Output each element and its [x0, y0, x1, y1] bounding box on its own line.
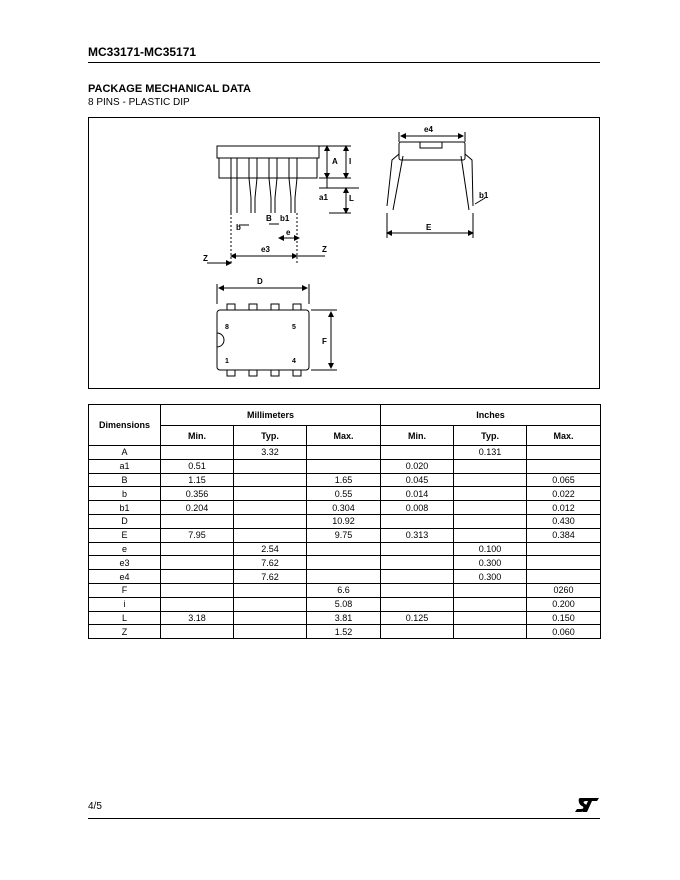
value-cell: 0.304 — [307, 501, 381, 515]
value-cell: 7.95 — [161, 528, 234, 542]
value-cell — [307, 446, 381, 460]
dim-label-D: D — [257, 277, 263, 286]
dimension-name-cell: L — [89, 611, 161, 625]
table-row — [89, 625, 601, 639]
value-cell: 0.313 — [381, 528, 454, 542]
value-cell — [234, 501, 307, 515]
value-cell — [307, 459, 381, 473]
table-row — [89, 446, 601, 460]
value-cell — [381, 542, 454, 556]
subheader-4: Typ. — [454, 426, 527, 446]
value-cell — [527, 542, 601, 556]
value-cell: 9.75 — [307, 528, 381, 542]
subheader-2: Max. — [307, 426, 381, 446]
value-cell: 10.92 — [307, 514, 381, 528]
dip-front-body — [219, 158, 317, 178]
value-cell: 0.131 — [454, 446, 527, 460]
dim-label-Z-right: Z — [322, 245, 327, 254]
page-number: 4/5 — [88, 801, 102, 812]
value-cell — [161, 597, 234, 611]
value-cell: 0.300 — [454, 556, 527, 570]
pin-label-5: 5 — [292, 324, 296, 331]
value-cell — [454, 487, 527, 501]
table-row — [89, 459, 601, 473]
st-logo-icon — [574, 797, 600, 818]
value-cell — [454, 473, 527, 487]
value-cell — [454, 501, 527, 515]
value-cell: 3.18 — [161, 611, 234, 625]
value-cell — [234, 514, 307, 528]
value-cell — [527, 570, 601, 584]
value-cell — [307, 556, 381, 570]
dim-label-e3: e3 — [261, 245, 270, 254]
table-row — [89, 514, 601, 528]
table-row — [89, 501, 601, 515]
pin-label-4: 4 — [292, 358, 296, 365]
value-cell — [161, 446, 234, 460]
value-cell: 0.100 — [454, 542, 527, 556]
pin-label-1: 1 — [225, 358, 229, 365]
dimension-name-cell: F — [89, 583, 161, 597]
value-cell: 5.08 — [307, 597, 381, 611]
dimension-name-cell: b — [89, 487, 161, 501]
dim-label-I: I — [349, 157, 352, 166]
inches-header: Inches — [381, 405, 601, 426]
value-cell — [161, 570, 234, 584]
dim-label-E: E — [426, 223, 432, 232]
dim-label-A: A — [332, 157, 338, 166]
dimension-name-cell: B — [89, 473, 161, 487]
dimension-name-cell: i — [89, 597, 161, 611]
value-cell — [381, 514, 454, 528]
dimension-name-cell: D — [89, 514, 161, 528]
table-row — [89, 570, 601, 584]
table-row — [89, 583, 601, 597]
value-cell — [234, 597, 307, 611]
value-cell: 7.62 — [234, 556, 307, 570]
section-subtitle: 8 PINS - PLASTIC DIP — [88, 97, 190, 108]
value-cell: 0.356 — [161, 487, 234, 501]
value-cell — [381, 597, 454, 611]
value-cell — [527, 446, 601, 460]
dimension-name-cell: e3 — [89, 556, 161, 570]
table-row — [89, 556, 601, 570]
value-cell: 7.62 — [234, 570, 307, 584]
dim-label-e: e — [286, 228, 291, 237]
value-cell — [234, 487, 307, 501]
table-row — [89, 473, 601, 487]
value-cell — [234, 625, 307, 639]
table-row — [89, 542, 601, 556]
value-cell — [454, 459, 527, 473]
subheader-5: Max. — [527, 426, 601, 446]
value-cell: 0.022 — [527, 487, 601, 501]
value-cell: 0.384 — [527, 528, 601, 542]
table-row — [89, 611, 601, 625]
value-cell: 0.204 — [161, 501, 234, 515]
package-drawing — [89, 118, 599, 388]
value-cell: 0.045 — [381, 473, 454, 487]
table-row — [89, 597, 601, 611]
dim-label-b1: b1 — [479, 191, 489, 200]
value-cell — [381, 583, 454, 597]
value-cell — [161, 514, 234, 528]
header-rule — [88, 62, 600, 63]
value-cell — [454, 583, 527, 597]
value-cell: 0260 — [527, 583, 601, 597]
dim-label-e4: e4 — [424, 125, 433, 134]
document-header-title: MC33171-MC35171 — [88, 45, 197, 59]
value-cell: 0.065 — [527, 473, 601, 487]
value-cell — [381, 446, 454, 460]
value-cell — [307, 542, 381, 556]
subheader-1: Typ. — [234, 426, 307, 446]
value-cell — [381, 625, 454, 639]
value-cell — [161, 556, 234, 570]
section-title: PACKAGE MECHANICAL DATA — [88, 83, 251, 95]
value-cell: 0.020 — [381, 459, 454, 473]
dimensions-header: Dimensions — [89, 405, 161, 446]
subheader-3: Min. — [381, 426, 454, 446]
dim-label-b: b — [236, 223, 241, 232]
dimension-name-cell: e4 — [89, 570, 161, 584]
value-cell: 0.300 — [454, 570, 527, 584]
value-cell: 3.81 — [307, 611, 381, 625]
value-cell — [307, 570, 381, 584]
value-cell: 0.430 — [527, 514, 601, 528]
value-cell: 1.65 — [307, 473, 381, 487]
value-cell — [234, 611, 307, 625]
value-cell: 0.150 — [527, 611, 601, 625]
dimension-name-cell: A — [89, 446, 161, 460]
millimeters-header: Millimeters — [161, 405, 381, 426]
value-cell — [454, 514, 527, 528]
value-cell: 0.060 — [527, 625, 601, 639]
dimension-name-cell: e — [89, 542, 161, 556]
table-row — [89, 528, 601, 542]
value-cell — [381, 570, 454, 584]
value-cell: 2.54 — [234, 542, 307, 556]
value-cell: 6.6 — [307, 583, 381, 597]
subheader-0: Min. — [161, 426, 234, 446]
value-cell — [454, 611, 527, 625]
footer-rule — [88, 818, 600, 819]
value-cell: 3.32 — [234, 446, 307, 460]
package-drawing-frame — [88, 117, 600, 389]
value-cell — [234, 583, 307, 597]
value-cell: 0.200 — [527, 597, 601, 611]
value-cell — [234, 528, 307, 542]
value-cell — [161, 542, 234, 556]
dim-label-B: B — [266, 214, 272, 223]
value-cell: 0.125 — [381, 611, 454, 625]
value-cell — [161, 625, 234, 639]
value-cell — [454, 625, 527, 639]
value-cell — [527, 459, 601, 473]
dim-label-F: F — [322, 337, 327, 346]
value-cell: 1.15 — [161, 473, 234, 487]
value-cell — [454, 528, 527, 542]
dimension-name-cell: b1 — [89, 501, 161, 515]
dimension-name-cell: a1 — [89, 459, 161, 473]
dip-front-top — [217, 146, 319, 158]
dimensions-table — [88, 404, 601, 639]
dip-side-body — [399, 142, 465, 160]
value-cell: 0.51 — [161, 459, 234, 473]
value-cell — [381, 556, 454, 570]
value-cell — [527, 556, 601, 570]
dimension-name-cell: Z — [89, 625, 161, 639]
dim-label-Z-left: Z — [203, 254, 208, 263]
value-cell: 1.52 — [307, 625, 381, 639]
table-row — [89, 487, 601, 501]
dimension-name-cell: E — [89, 528, 161, 542]
value-cell — [454, 597, 527, 611]
value-cell: 0.014 — [381, 487, 454, 501]
dim-label-L: L — [349, 194, 354, 203]
value-cell: 0.012 — [527, 501, 601, 515]
value-cell — [234, 459, 307, 473]
value-cell: 0.008 — [381, 501, 454, 515]
value-cell — [161, 583, 234, 597]
dim-label-a1: a1 — [319, 193, 328, 202]
value-cell — [234, 473, 307, 487]
dim-label-b1-front: b1 — [280, 214, 290, 223]
value-cell: 0.55 — [307, 487, 381, 501]
pin-label-8: 8 — [225, 324, 229, 331]
